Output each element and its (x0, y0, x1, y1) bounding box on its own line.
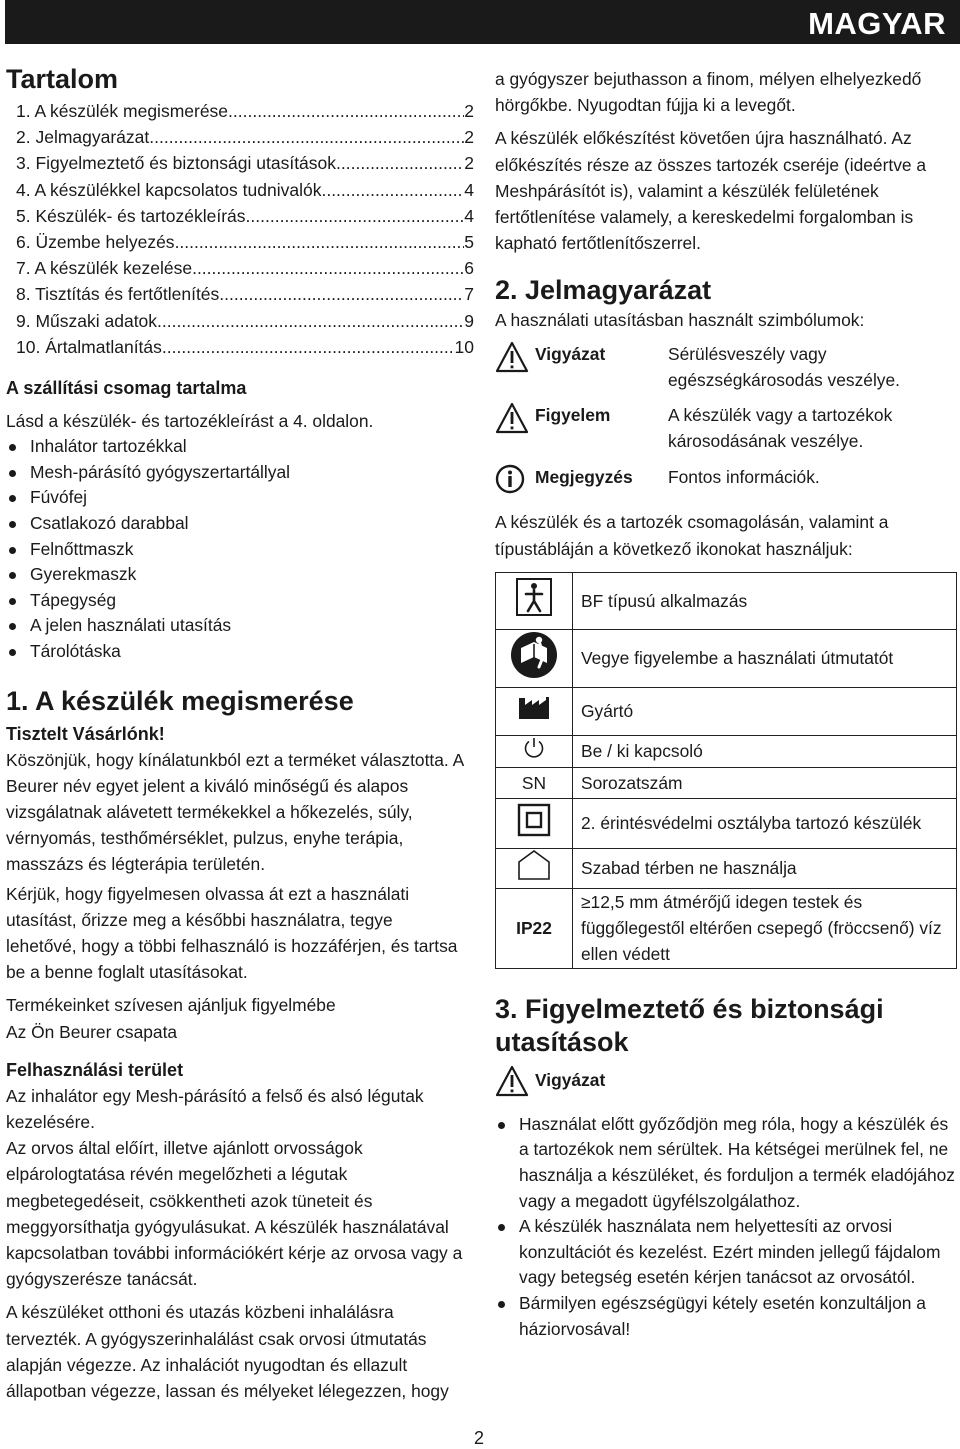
power-icon (496, 735, 573, 767)
toc-item-title: 5. Készülék- és tartozékleírás (16, 205, 246, 226)
packaging-intro: A készülék és a tartozék csomagolásán, valamint a típustábláján a következő ikonokat használjuk: (495, 512, 889, 559)
symbol-row (495, 402, 957, 454)
toc-item-title: 7. A készülék kezelése (16, 258, 193, 279)
table-row (496, 572, 957, 629)
symbol-row (495, 464, 957, 499)
list-item: A jelen használati utasítás (6, 613, 468, 639)
left-column (6, 62, 474, 1404)
section-3-heading (495, 993, 957, 1059)
toc-item-title: 8. Tisztítás és fertőtlenítés (16, 284, 220, 305)
toc-item-page: 4 (464, 205, 474, 226)
serial-number-icon: SN (496, 767, 573, 798)
table-row (496, 888, 957, 968)
toc-item-page: 5 (464, 232, 474, 253)
icon-description: Be / ki kapcsoló (573, 735, 957, 767)
reuse-paragraph: A készülék előkészítést követően újra használható. Az előkészítés része az összes tartozék cseréje (ideértve a Meshpárásítót is), valamint a készülék felületének fertőtlenítése valamely, a kereskedelmi forgalomban is kapható fertőtlenítőszerrel. (495, 128, 927, 254)
section-2-heading: 2. Jelmagyarázat (495, 275, 712, 306)
toc-item-page: 7 (464, 284, 474, 305)
protection-class-2-icon (496, 798, 573, 848)
right-column (495, 66, 957, 1342)
toc-item-page: 2 (464, 153, 474, 174)
toc-item-page: 2 (464, 101, 474, 121)
use-area-paragraph: Az orvos által előírt, illetve ajánlott orvosságok elpárologtatása révén megelőzheti a légutak megbetegedéseit, csökkentheti azok tüneteit és meggyorsíthatja gyógyulásukat. A készülék használatával kapcsolatban további információkért kérje az orvosa vagy a gyógyszerésze tanácsát. (6, 1138, 463, 1290)
toc-leader (192, 255, 464, 281)
warning-row (495, 1065, 957, 1102)
indoor-use-icon (496, 848, 573, 888)
symbol-name: Megjegyzés (535, 467, 633, 488)
warning-triangle-icon (495, 1065, 535, 1102)
symbol-description: Fontos információk. (668, 467, 820, 488)
toc-item-page: 2 (464, 127, 474, 148)
bf-type-icon (496, 572, 573, 629)
greeting: Tisztelt Vásárlónk! (6, 723, 165, 744)
toc-leader (157, 308, 464, 334)
list-item: Tárolótáska (6, 639, 468, 665)
list-item: Bármilyen egészségügyi kétely esetén konzultáljon a háziorvosával! (495, 1291, 957, 1342)
package-intro: Lásd a készülék- és tartozékleírást a 4. oldalon. (6, 411, 374, 432)
section-1-paragraph: Kérjük, hogy figyelmesen olvassa át ezt a használati utasítást, őrizze meg a későbbi használatra, tegye lehetővé, hogy a többi felhasználó is hozzáférjen, és tartsa be a benne foglalt utasításokat. (6, 883, 458, 983)
toc-item (6, 98, 474, 124)
warning-label: Vigyázat (535, 1069, 606, 1090)
toc-leader (228, 98, 464, 124)
table-row (496, 767, 957, 798)
page-number: 2 (474, 1428, 485, 1448)
table-row (496, 687, 957, 735)
closing-signature: Az Ön Beurer csapata (6, 1021, 178, 1042)
symbol-description: A készülék vagy a tartozékok károsodásának veszélye. (668, 405, 893, 452)
icon-description: Sorozatszám (573, 767, 957, 798)
package-list (6, 434, 468, 664)
toc-item-page: 4 (464, 179, 474, 200)
toc-item-title: 4. A készülékkel kapcsolatos tudnivalók (16, 179, 322, 200)
read-manual-icon (496, 629, 573, 687)
list-item: Felnőttmaszk (6, 537, 468, 563)
toc-leader (219, 281, 464, 307)
table-of-contents (6, 98, 474, 360)
icon-description: Szabad térben ne használja (573, 848, 957, 888)
toc-item-page: 6 (464, 258, 474, 279)
symbols-intro: A használati utasításban használt szimbólumok: (495, 310, 865, 331)
info-icon (495, 464, 535, 499)
toc-leader (246, 203, 465, 229)
toc-leader (336, 150, 464, 176)
ip-rating-icon: IP22 (496, 888, 573, 968)
toc-item-title: 3. Figyelmeztető és biztonsági utasítások (16, 153, 337, 174)
closing-line: Termékeinket szívesen ajánljuk figyelmébe (6, 995, 336, 1016)
toc-item-title: 9. Műszaki adatok (16, 310, 158, 331)
table-row (496, 798, 957, 848)
list-item: Csatlakozó darabbal (6, 511, 468, 537)
symbol-row (495, 341, 957, 393)
toc-item-page: 9 (464, 310, 474, 331)
toc-item (6, 334, 474, 360)
icon-description: Gyártó (573, 687, 957, 735)
icon-description: Vegye figyelembe a használati útmutatót (573, 629, 957, 687)
toc-item-title: 6. Üzembe helyezés (16, 232, 175, 253)
toc-item (6, 255, 474, 281)
table-row (496, 629, 957, 687)
icon-description: BF típusú alkalmazás (573, 572, 957, 629)
list-item: Tápegység (6, 588, 468, 614)
warning-triangle-icon (495, 341, 535, 378)
list-item: Gyerekmaszk (6, 562, 468, 588)
list-item: Használat előtt győződjön meg róla, hogy a készülék és a tartozékok nem sérültek. Ha kétségei merülnek fel, ne használja a készüléket, és forduljon a termék eladójához vagy a megadott ügyfélszolgálathoz. (495, 1112, 957, 1214)
toc-item (6, 177, 474, 203)
toc-item (6, 124, 474, 150)
icon-table (495, 572, 957, 969)
language-label: MAGYAR (808, 6, 946, 41)
warning-triangle-icon (495, 402, 535, 439)
section-3-title: 3. Figyelmeztető és biztonsági utasítások (495, 993, 884, 1057)
symbol-name: Vigyázat (535, 343, 606, 364)
use-area-heading: Felhasználási terület (6, 1059, 184, 1080)
toc-item (6, 229, 474, 255)
icon-description: 2. érintésvédelmi osztályba tartozó készülék (573, 798, 957, 848)
toc-leader (175, 229, 465, 255)
table-row (496, 735, 957, 767)
section-1-paragraph: Köszönjük, hogy kínálatunkból ezt a terméket választotta. A Beurer név egyet jelent a kiváló minőségű és alapos vizsgálatnak alávetett termékekkel a hőkezelés, súly, vérnyomás, testhőmérséklet, pulzus, enyhe terápia, masszázs és légterápia területén. (6, 749, 464, 875)
package-heading: A szállítási csomag tartalma (6, 378, 247, 399)
toc-item-page: 10 (454, 336, 474, 357)
list-item: Fúvófej (6, 485, 468, 511)
toc-item-title: 2. Jelmagyarázat (16, 127, 150, 148)
section-1-heading: 1. A készülék megismerése (6, 685, 354, 716)
toc-item-title: 10. Ártalmatlanítás (16, 336, 162, 357)
toc-leader (162, 334, 455, 360)
toc-item (6, 150, 474, 176)
toc-leader (321, 177, 464, 203)
list-item: Inhalátor tartozékkal (6, 434, 468, 460)
language-header-bar (5, 0, 960, 44)
use-area-paragraph: Az inhalátor egy Mesh-párásító a felső és alsó légutak kezelésére. (6, 1085, 424, 1133)
toc-item (6, 281, 474, 307)
symbol-name: Figyelem (535, 405, 611, 426)
toc-leader (149, 124, 464, 150)
toc-item (6, 203, 474, 229)
icon-description: ≥12,5 mm átmérőjű idegen testek és függőlegestől eltérően csepegő (fröccsenő) víz ellen védett (573, 888, 957, 968)
toc-item (6, 308, 474, 334)
use-area-paragraph: A készüléket otthoni és utazás közbeni inhalálásra tervezték. A gyógyszerinhalálást csak orvosi útmutatás alapján végezze. Az inhalációt nyugodtan és ellazult állapotban végezze, lassan és mélyeket lélegezzen, hogy (6, 1302, 449, 1402)
continued-paragraph: a gyógyszer bejuthasson a finom, mélyen elhelyezkedő hörgőkbe. Nyugodtan fújja ki a levegőt. (495, 69, 922, 116)
list-item: Mesh-párásító gyógyszertartállyal (6, 460, 468, 486)
list-item: A készülék használata nem helyettesíti az orvosi konzultációt és kezelést. Ezért minden jellegű fájdalom vagy betegség esetén kérjen tanácsot az orvosától. (495, 1214, 957, 1291)
safety-list (495, 1112, 957, 1342)
symbol-description: Sérülésveszély vagy egészségkárosodás veszélye. (668, 343, 901, 390)
toc-item-title: 1. A készülék megismerése (16, 101, 229, 121)
toc-title: Tartalom (6, 64, 119, 94)
manufacturer-icon (496, 687, 573, 735)
table-row (496, 848, 957, 888)
